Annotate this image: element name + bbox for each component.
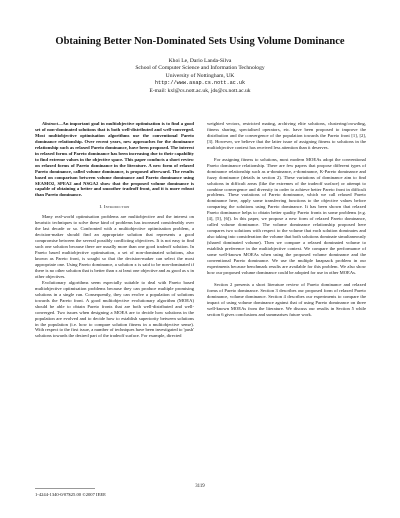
intro-paragraph-1: Many real-world optimisation problems are multiobjective and the interest on heuristic techniques to solve these kind of problems has increased considerably over the last decade or so. Confronted with a multiobjective optimisation problem, a decision-maker should find an appropriate solution that represents a good compromise between the several possibly conflicting objectives. It is not easy to find such one solution because there are usually more than one good tradeoff solution. In Pareto based multiobjective optimisation, a set of non-dominated solutions, also known as Pareto front, is sought so that the decision-maker can select the most appropriate one. Using Pareto dominance, a solution x is said to be non-dominated if there is no other solution that is better than x at least one objective and as good as x in other objectives.	[35, 214, 194, 279]
author-affiliation: School of Computer Science and Information Technology	[135, 65, 265, 72]
right-column	[207, 121, 366, 318]
intro-paragraph-2: Evolutionary algorithms seem especially suitable to deal with Pareto based multiobjective optimisation problems because they can produce multiple promising solutions in a single run. Consequently, they can evolve a population of solutions towards the Pareto front. A good multiobjective evolutionary algorithm (MOEA) should be able to obtain Pareto fronts that are both well-distributed and well-converged. Two issues when designing a MOEA are to decide how solutions in the population are evolved and to decide how to establish superiority between solutions in the population (i.e. how to compare solution fitness in a multiobjective sense). With respect to the first issue, a number of techniques have been investigated to 'push' solutions towards the desired part of the tradeoff surface. For example, directed	[35, 279, 194, 339]
right-paragraph-0: weighted vectors, restricted mating, archiving elite solutions, clustering/crowding, fitness sharing, specialised operators, etc. have been proposed to improve the distribution and the convergence of the population towards the Pareto front [1], [2], [3]. However, we believe that the latter issue of assigning fitness to solutions in the multiobjective context has received less attention than it deserves.	[207, 121, 366, 150]
right-paragraph-2: Section 2 presents a short literature review of Pareto dominance and relaxed forms of Pareto dominance. Section 3 describes our proposed form of relaxed Pareto dominance, volume dominance. Section 4 describes our experiments to compare the impact of using volume dominance against that of using Pareto dominance on three well-known MOEAs from the literature. We discuss our results in Section 5 while section 6 gives conclusions and summarises future work.	[207, 281, 366, 317]
left-column	[35, 121, 194, 339]
abstract	[35, 121, 194, 198]
author-email: E-mail: kxl@cs.nott.ac.uk, jds@cs.nott.ac.uk	[149, 87, 251, 94]
author-block	[0, 58, 400, 95]
abstract-label: Abstract—	[42, 121, 63, 126]
section-heading-introduction: I. Introduction	[99, 204, 130, 210]
page-number: 3119	[195, 484, 205, 489]
author-university: University of Nottingham, UK	[165, 72, 235, 79]
paper-title: Obtaining Better Non-Dominated Sets Using Volume Dominance	[55, 36, 345, 47]
abstract-text: An important goal in multiobjective optimisation is to find a good set of non-dominated solutions that is both well-distributed and well-converged. Most multiobjective optimisation algorithms use the conventional Pareto dominance relationship. Over recent years, new approaches for the dominance relationship such as relaxed Pareto dominance, have been proposed. The interest in relaxed forms of Pareto dominance has been increasing due to their capability to find extreme values in the objective space. This paper conducts a short review on relaxed forms of Pareto dominance in the literature. A new form of relaxed Pareto dominance, called volume dominance, is proposed afterward. The results based on comparison between volume dominance and Pareto dominance using SEAMO2, SPEA2 and NSGA2 show that the proposed volume dominance is capable of obtaining a better and smoother tradeoff front, and it is more robust than Pareto dominance.	[35, 121, 194, 198]
isbn-footer: 1-4244-1340-0/07$25.00 ©2007 IEEE	[35, 492, 106, 497]
author-url[interactable]: http://www.asap.cs.nott.ac.uk	[154, 80, 246, 87]
right-paragraph-1: For assigning fitness to solutions, most modern MOEAs adopt the conventional Pareto dominance relationship. There are few papers that propose different types of dominance relationship such as α-dominance, ε-dominance, K-Pareto dominance and fuzzy dominance (details in section 2). These variations of dominance aim to find solutions in difficult areas (like the extremes of the tradeoff surface) or attempt to combine convergence and diversity in order to achieve better Pareto front in difficult problems. These variations of Pareto dominance, which we call relaxed Pareto dominance here, apply some transferring functions to the objective values before comparing the solutions using Pareto dominance. It has been shown that relaxed Pareto dominance helps to obtain better quality Pareto fronts in some problems (e.g. [4], [5], [6]). In this paper, we propose a new form of relaxed Pareto dominance, called volume dominance. The volume dominance relationship proposed here compares two solutions with respect to the volume that each solution dominates and also taking into consideration the volume that both solutions dominate simultaneously (shared dominated volume). Then we compare a relaxed dominated volume to establish preference in the multiobjective context. We compare the performance of some well-known MOEAs when using the proposed volume dominance and the conventional Pareto dominance. We use the multiple knapsack problem in our experiments because benchmark results are available for this problem. We also show how our proposed volume dominance could be adopted for use in other MOEAs.	[207, 156, 366, 275]
author-names: Khoi Le, Dario Landa-Silva	[168, 58, 232, 64]
footer-rule	[35, 488, 95, 489]
